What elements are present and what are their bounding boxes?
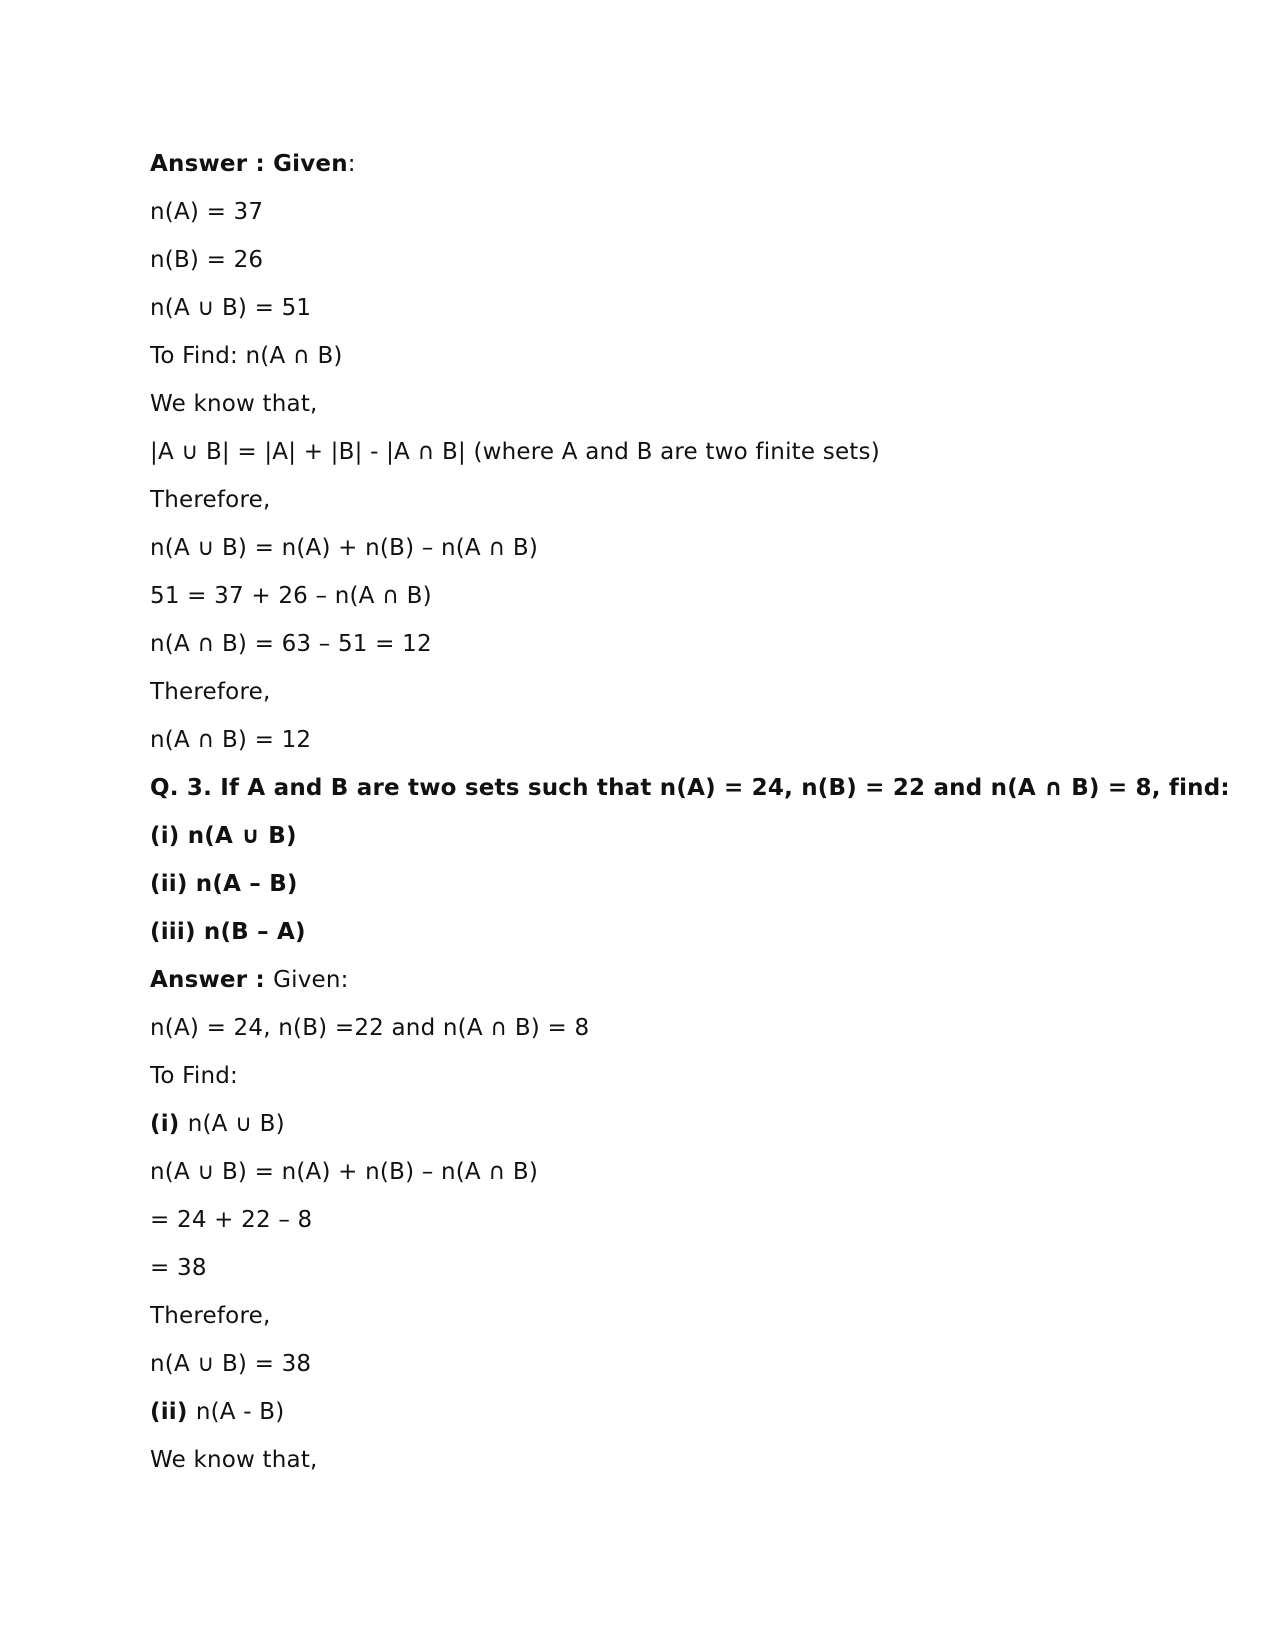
text-line — [150, 380, 1210, 428]
answer-heading — [150, 140, 1210, 188]
question-part — [150, 860, 1210, 908]
text-regular: n(A) = 37 — [150, 199, 264, 225]
text-regular: = 24 + 22 – 8 — [150, 1207, 313, 1233]
question-part — [150, 812, 1210, 860]
text-regular: n(A - B) — [195, 1399, 285, 1425]
text-regular: = 38 — [150, 1255, 207, 1281]
equation-line — [150, 1244, 1210, 1292]
text-regular: To Find: n(A ∩ B) — [150, 343, 343, 369]
equation-line — [150, 284, 1210, 332]
text-bold: (iii) n(B – A) — [150, 919, 306, 945]
formula-line — [150, 428, 1210, 476]
text-regular: We know that, — [150, 391, 318, 417]
text-line — [150, 332, 1210, 380]
text-regular: Therefore, — [150, 487, 271, 513]
text-regular: n(B) = 26 — [150, 247, 264, 273]
equation-line — [150, 1004, 1210, 1052]
text-line — [150, 1436, 1210, 1484]
text-regular: n(A ∩ B) = 12 — [150, 727, 312, 753]
text-regular: n(A ∪ B) = n(A) + n(B) – n(A ∩ B) — [150, 535, 539, 561]
text-regular: Given: — [273, 967, 349, 993]
text-bold: (ii) n(A – B) — [150, 871, 298, 897]
text-regular: n(A ∩ B) = 63 – 51 = 12 — [150, 631, 432, 657]
text-regular: To Find: — [150, 1063, 238, 1089]
solution-part-heading — [150, 1388, 1210, 1436]
text-line — [150, 668, 1210, 716]
question-part — [150, 908, 1210, 956]
text-regular: 51 = 37 + 26 – n(A ∩ B) — [150, 583, 432, 609]
text-regular: We know that, — [150, 1447, 318, 1473]
solution-part-heading — [150, 1100, 1210, 1148]
equation-line — [150, 620, 1210, 668]
text-bold: (i) — [150, 1111, 188, 1137]
text-bold: (i) n(A ∪ B) — [150, 823, 297, 849]
equation-line — [150, 1340, 1210, 1388]
equation-line — [150, 1196, 1210, 1244]
text-line — [150, 1052, 1210, 1100]
equation-line — [150, 572, 1210, 620]
answer-heading — [150, 956, 1210, 1004]
text-bold: Answer : — [150, 967, 274, 993]
text-regular: n(A) = 24, n(B) =22 and n(A ∩ B) = 8 — [150, 1015, 590, 1041]
text-regular: n(A ∪ B) — [187, 1111, 285, 1137]
text-line — [150, 1292, 1210, 1340]
question-heading — [150, 764, 1230, 812]
text-bold: (ii) — [150, 1399, 196, 1425]
text-regular: n(A ∪ B) = 38 — [150, 1351, 312, 1377]
text-regular: : — [347, 151, 356, 177]
page-content — [150, 140, 1230, 1484]
equation-line — [150, 716, 1210, 764]
text-regular: |A ∪ B| = |A| + |B| - |A ∩ B| (where A and B are two finite sets) — [150, 439, 880, 465]
text-regular: Therefore, — [150, 1303, 271, 1329]
equation-line — [150, 188, 1210, 236]
equation-line — [150, 236, 1210, 284]
text-bold: Answer : Given — [150, 151, 348, 177]
equation-line — [150, 524, 1210, 572]
equation-line — [150, 1148, 1210, 1196]
text-regular: n(A ∪ B) = 51 — [150, 295, 312, 321]
text-line — [150, 476, 1210, 524]
text-bold: Q. 3. If A and B are two sets such that n(A) = 24, n(B) = 22 and n(A ∩ B) = 8, find: — [150, 775, 1230, 801]
text-regular: n(A ∪ B) = n(A) + n(B) – n(A ∩ B) — [150, 1159, 539, 1185]
text-regular: Therefore, — [150, 679, 271, 705]
